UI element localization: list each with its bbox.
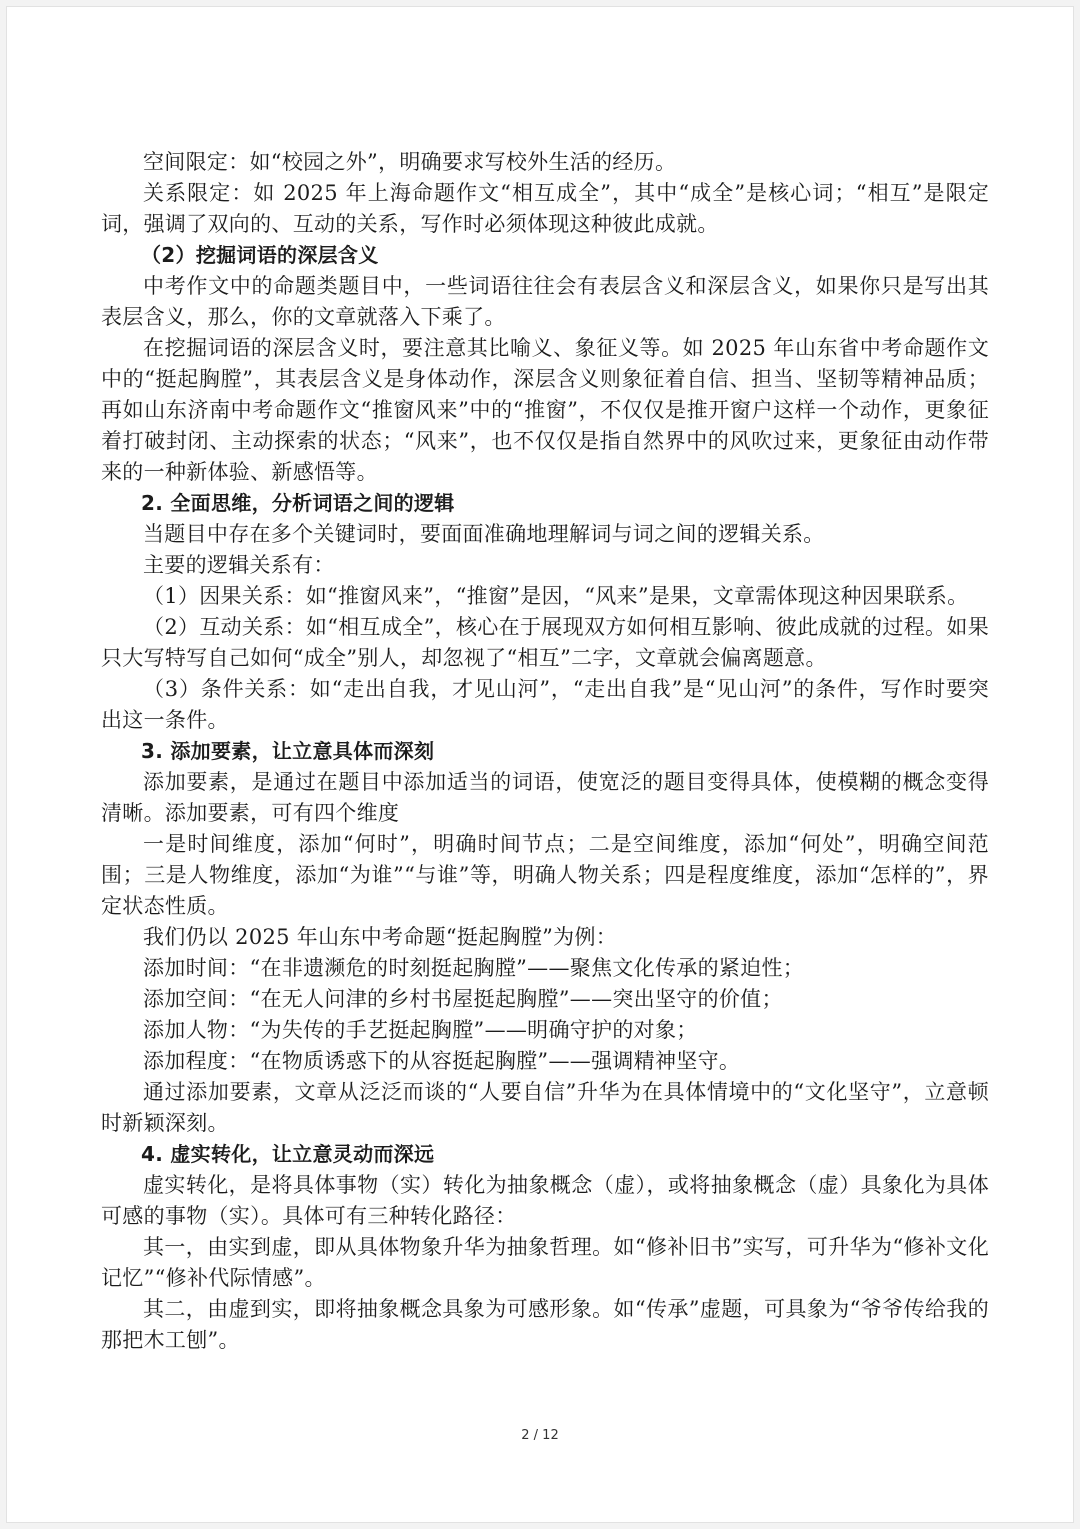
paragraph: （2）互动关系：如“相互成全”，核心在于展现双方如何相互影响、彼此成就的过程。如果只大写特写自己如何“成全”别人，却忽视了“相互”二字，文章就会偏离题意。	[101, 615, 989, 670]
paragraph: （3）条件关系：如“走出自我，才见山河”，“走出自我”是“见山河”的条件，写作时要突出这一条件。	[101, 677, 989, 732]
section-heading: 2. 全面思维，分析词语之间的逻辑	[141, 491, 455, 515]
paragraph: 一是时间维度，添加“何时”，明确时间节点；二是空间维度，添加“何处”，明确空间范围；三是人物维度，添加“为谁”“与谁”等，明确人物关系；四是程度维度，添加“怎样的”，界定状态性质。	[101, 832, 989, 918]
section-heading: （2）挖掘词语的深层含义	[141, 243, 379, 267]
section-heading: 4. 虚实转化，让立意灵动而深远	[141, 1142, 435, 1166]
paragraph: 在挖掘词语的深层含义时，要注意其比喻义、象征义等。如 2025 年山东省中考命题作文中的“挺起胸膛”，其表层含义是身体动作，深层含义则象征着自信、担当、坚韧等精神品质；再如山东济南中考命题作文“推窗风来”中的“推窗”，不仅仅是推开窗户这样一个动作，更象征着打破封闭、主动探索的状态；“风来”，也不仅仅是指自然界中的风吹过来，更象征由动作带来的一种新体验、新感悟等。	[101, 336, 989, 484]
paragraph: 我们仍以 2025 年山东中考命题“挺起胸膛”为例：	[143, 925, 618, 949]
paragraph: 添加时间：“在非遗濒危的时刻挺起胸膛”——聚焦文化传承的紧迫性；	[143, 956, 805, 980]
paragraph: 其二，由虚到实，即将抽象概念具象为可感形象。如“传承”虚题，可具象为“爷爷传给我的那把木工刨”。	[101, 1297, 989, 1352]
paragraph: 主要的逻辑关系有：	[143, 553, 335, 577]
section-heading: 3. 添加要素，让立意具体而深刻	[141, 739, 435, 763]
paragraph: 其一，由实到虚，即从具体物象升华为抽象哲理。如“修补旧书”实写，可升华为“修补文化记忆”“修补代际情感”。	[101, 1235, 989, 1290]
page-number: 2 / 12	[521, 1428, 559, 1443]
paragraph: 中考作文中的命题类题目中，一些词语往往会有表层含义和深层含义，如果你只是写出其表层含义，那么，你的文章就落入下乘了。	[101, 274, 989, 329]
paragraph: 添加程度：“在物质诱惑下的从容挺起胸膛”——强调精神坚守。	[143, 1049, 741, 1073]
paragraph: 添加人物：“为失传的手艺挺起胸膛”——明确守护的对象；	[143, 1018, 698, 1042]
paragraph: 当题目中存在多个关键词时，要面面准确地理解词与词之间的逻辑关系。	[143, 522, 825, 546]
page-body	[101, 147, 989, 1356]
paragraph: （1）因果关系：如“推窗风来”，“推窗”是因，“风来”是果，文章需体现这种因果联系。	[143, 584, 969, 608]
paragraph: 关系限定：如 2025 年上海命题作文“相互成全”，其中“成全”是核心词；“相互”是限定词，强调了双向的、互动的关系，写作时必须体现这种彼此成就。	[101, 181, 989, 236]
paragraph: 虚实转化，是将具体事物（实）转化为抽象概念（虚），或将抽象概念（虚）具象化为具体可感的事物（实）。具体可有三种转化路径：	[101, 1173, 989, 1228]
document-page	[6, 6, 1074, 1523]
paragraph: 空间限定：如“校园之外”，明确要求写校外生活的经历。	[143, 150, 677, 174]
paragraph: 通过添加要素，文章从泛泛而谈的“人要自信”升华为在具体情境中的“文化坚守”，立意顿时新颖深刻。	[101, 1080, 989, 1135]
paragraph: 添加空间：“在无人问津的乡村书屋挺起胸膛”——突出坚守的价值；	[143, 987, 783, 1011]
paragraph: 添加要素，是通过在题目中添加适当的词语，使宽泛的题目变得具体，使模糊的概念变得清晰。添加要素，可有四个维度	[101, 770, 989, 825]
